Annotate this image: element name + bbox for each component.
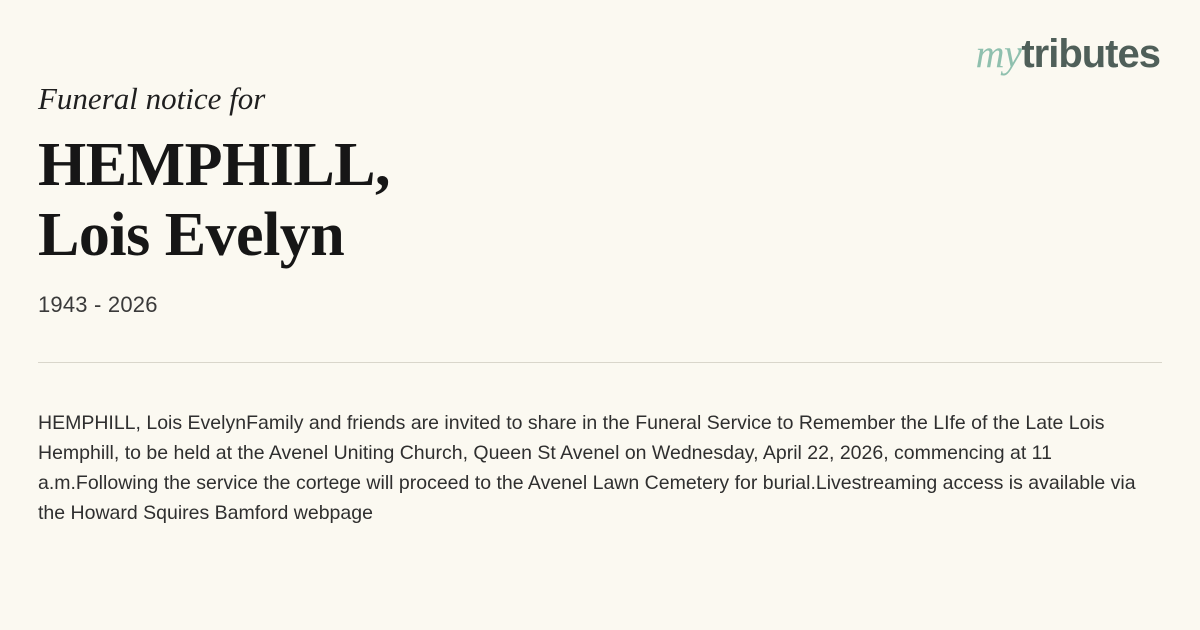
life-dates: 1943 - 2026	[38, 292, 158, 318]
deceased-surname: HEMPHILL,	[38, 131, 391, 200]
notice-body-text: HEMPHILL, Lois EvelynFamily and friends are invited to share in the Funeral Service to Remember the LIfe of the Late Lois Hemphill, to be held at the Avenel Uniting Church, Queen St Avenel on Wednesday, April 22, 2026, commencing at 11 a.m.Following the service the cortege will proceed to the Avenel Lawn Cemetery for burial.Livestreaming access is available via the Howard Squires Bamford webpage	[38, 411, 1136, 524]
section-divider	[38, 362, 1162, 363]
logo-suffix: tributes	[1021, 32, 1160, 76]
notice-header	[38, 80, 1162, 318]
mytributes-logo[interactable]	[975, 31, 1160, 76]
deceased-given-names: Lois Evelyn	[38, 200, 345, 269]
notice-eyebrow: Funeral notice for	[38, 81, 266, 116]
page-title	[38, 131, 1162, 270]
logo-prefix: my	[975, 31, 1022, 76]
